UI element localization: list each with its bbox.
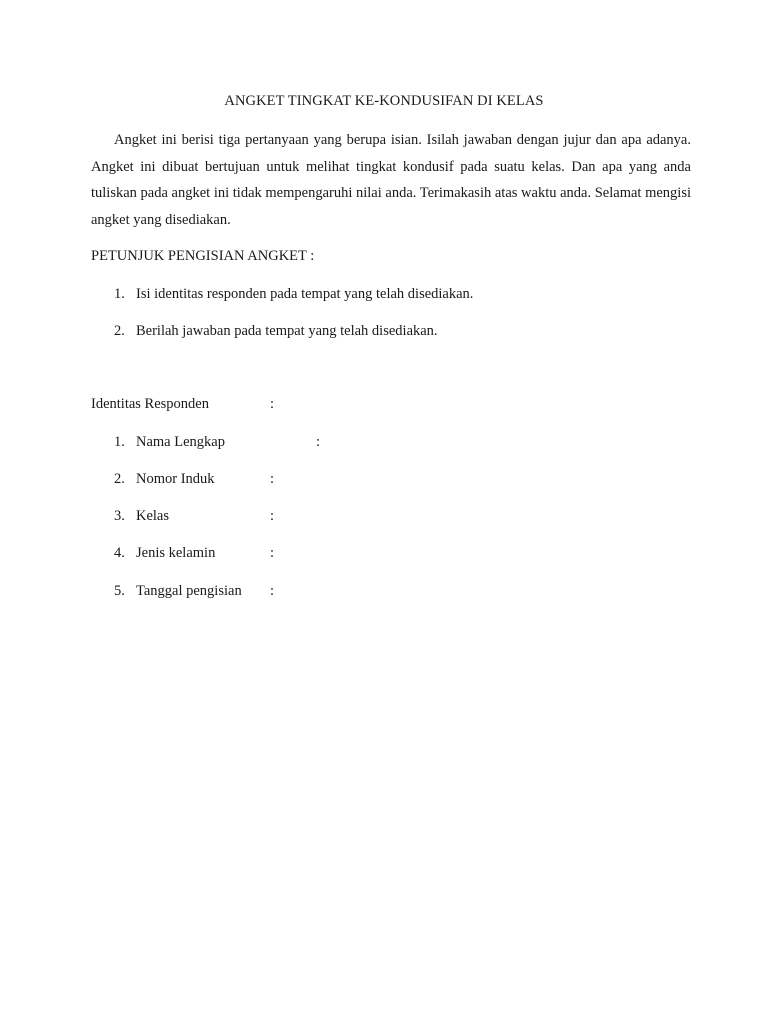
field-label: Kelas	[136, 508, 170, 524]
instruction-number: 2.	[114, 323, 125, 339]
field-colon: :	[270, 545, 275, 561]
intro-paragraph: Angket ini berisi tiga pertanyaan yang berupa isian. Isilah jawaban dengan jujur dan apa adanya. Angket ini dibuat bertujuan untuk melihat tingkat kondusif pada suatu kelas. Dan apa yang anda tuliskan pada angket ini tidak mempengaruhi nilai anda. Terimakasih atas waktu anda. Selamat mengisi angket yang disediakan.	[91, 132, 691, 228]
field-number: 4.	[114, 545, 125, 561]
identity-heading: Identitas Responden	[91, 396, 209, 412]
field-colon: :	[316, 434, 321, 450]
identity-heading-colon: :	[270, 396, 275, 412]
instruction-text: Isi identitas responden pada tempat yang telah disediakan.	[136, 286, 474, 302]
field-number: 2.	[114, 471, 125, 487]
field-label: Jenis kelamin	[136, 545, 216, 561]
field-number: 5.	[114, 583, 125, 599]
document-title: ANGKET TINGKAT KE-KONDUSIFAN DI KELAS	[224, 93, 544, 109]
field-colon: :	[270, 508, 275, 524]
field-colon: :	[270, 471, 275, 487]
field-number: 3.	[114, 508, 125, 524]
field-label: Tanggal pengisian	[136, 583, 242, 599]
field-colon: :	[270, 583, 275, 599]
field-label: Nama Lengkap	[136, 434, 225, 450]
instruction-text: Berilah jawaban pada tempat yang telah disediakan.	[136, 323, 438, 339]
field-label: Nomor Induk	[136, 471, 215, 487]
instructions-heading: PETUNJUK PENGISIAN ANGKET :	[91, 248, 315, 264]
field-number: 1.	[114, 434, 125, 450]
instruction-number: 1.	[114, 286, 125, 302]
